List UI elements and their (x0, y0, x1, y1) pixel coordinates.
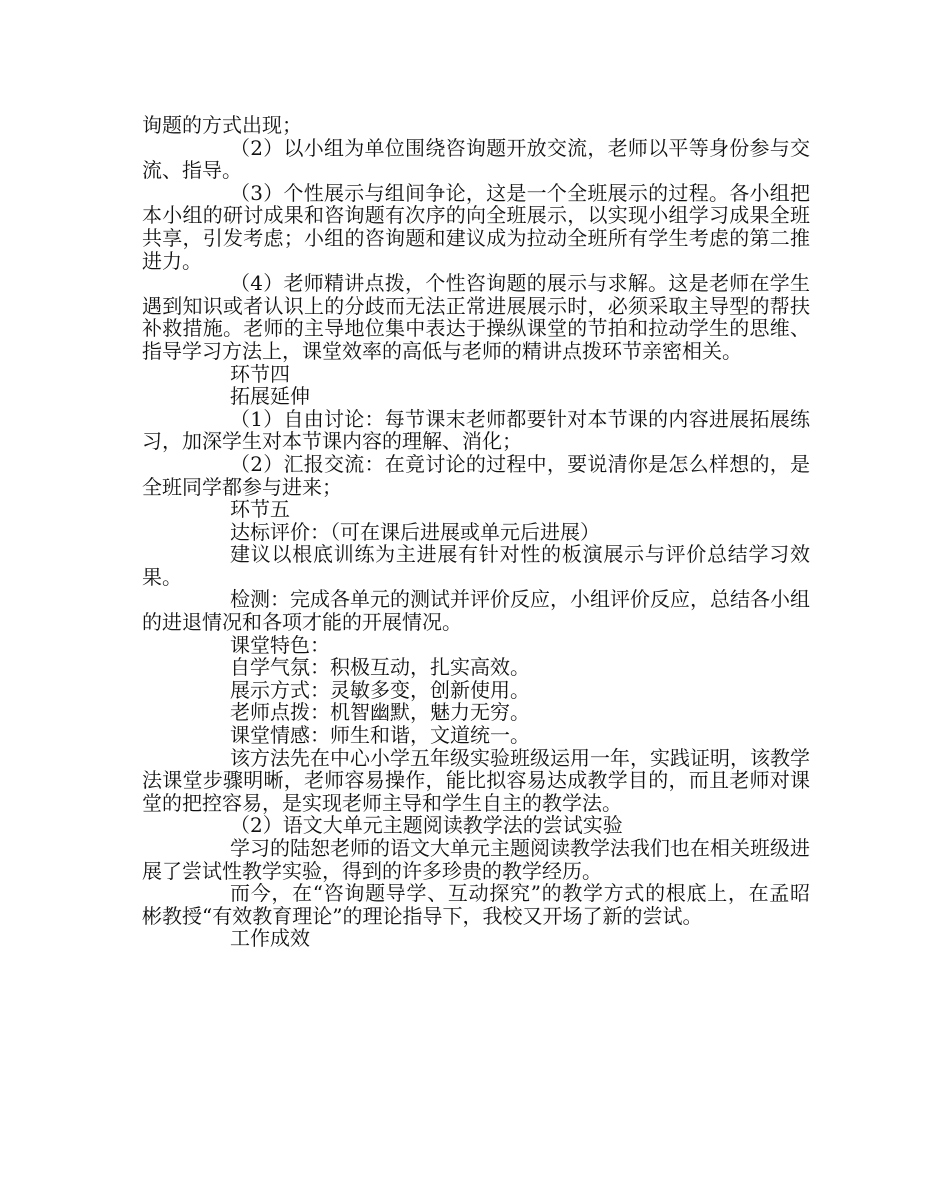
list-item: 展示方式：灵敏多变，创新使用。 (230, 677, 530, 702)
list-item: 自学气氛：积极互动，扎实高效。 (230, 655, 530, 680)
list-item: 老师点拨：机智幽默，魅力无穷。 (230, 700, 530, 725)
section-heading: 工作成效 (230, 926, 310, 951)
paragraph: 询题的方式出现； (142, 113, 302, 137)
section-subheading: 达标评价：（可在课后进展或单元后进展） (230, 519, 600, 544)
paragraph: 学习的陆恕老师的语文大单元主题阅读教学法我们也在相关班级进展了尝试性教学实验，得到的许多珍贵的教学经历。 (142, 836, 810, 883)
list-item: 课堂情感：师生和谐，文道统一。 (230, 723, 530, 748)
paragraph: 该方法先在中心小学五年级实验班级运用一年，实践证明，该教学法课堂步骤明晰，老师容易操作，能比拟容易达成教学目的，而且老师对课堂的把控容易，是实现老师主导和学生自主的教学法。 (142, 745, 810, 815)
section-heading: 环节四 (230, 361, 290, 386)
list-heading: 课堂特色： (230, 632, 330, 657)
paragraph: 建议以根底训练为主进展有针对性的板演展示与评价总结学习效果。 (142, 542, 810, 589)
document-page (142, 114, 810, 950)
section-heading: 环节五 (230, 497, 290, 522)
paragraph: （2）以小组为单位围绕咨询题开放交流，老师以平等身份参与交流、指导。 (142, 135, 810, 183)
paragraph: （4）老师精讲点拨，个性咨询题的展示与求解。这是老师在学生遇到知识或者认识上的分歧而无法正常进展展示时，必须采取主导型的帮扶补救措施。老师的主导地位集中表达于操纵课堂的节拍和拉动学生的思维、指导学习方法上，课堂效率的高低与老师的精讲点拨环节亲密相关。 (142, 271, 810, 363)
section-subheading: （2）语文大单元主题阅读教学法的尝试实验 (230, 813, 623, 838)
paragraph: （3）个性展示与组间争论，这是一个全班展示的过程。各小组把本小组的研讨成果和咨询题有次序的向全班展示，以实现小组学习成果全班共享，引发考虑；小组的咨询题和建议成为拉动全班所有学生考虑的第二推进力。 (142, 180, 810, 273)
paragraph: 检测：完成各单元的测试并评价反应，小组评价反应，总结各小组的进退情况和各项才能的开展情况。 (142, 587, 810, 635)
paragraph: （1）自由讨论：每节课末老师都要针对本节课的内容进展拓展练习，加深学生对本节课内容的理解、消化； (142, 406, 810, 454)
section-subheading: 拓展延伸 (230, 384, 310, 409)
paragraph: 而今，在“咨询题导学、互动探究”的教学方式的根底上，在孟昭彬教授“有效教育理论”的理论指导下，我校又开场了新的尝试。 (142, 881, 810, 928)
paragraph: （2）汇报交流：在竟讨论的过程中，要说清你是怎么样想的，是全班同学都参与进来； (142, 451, 810, 499)
